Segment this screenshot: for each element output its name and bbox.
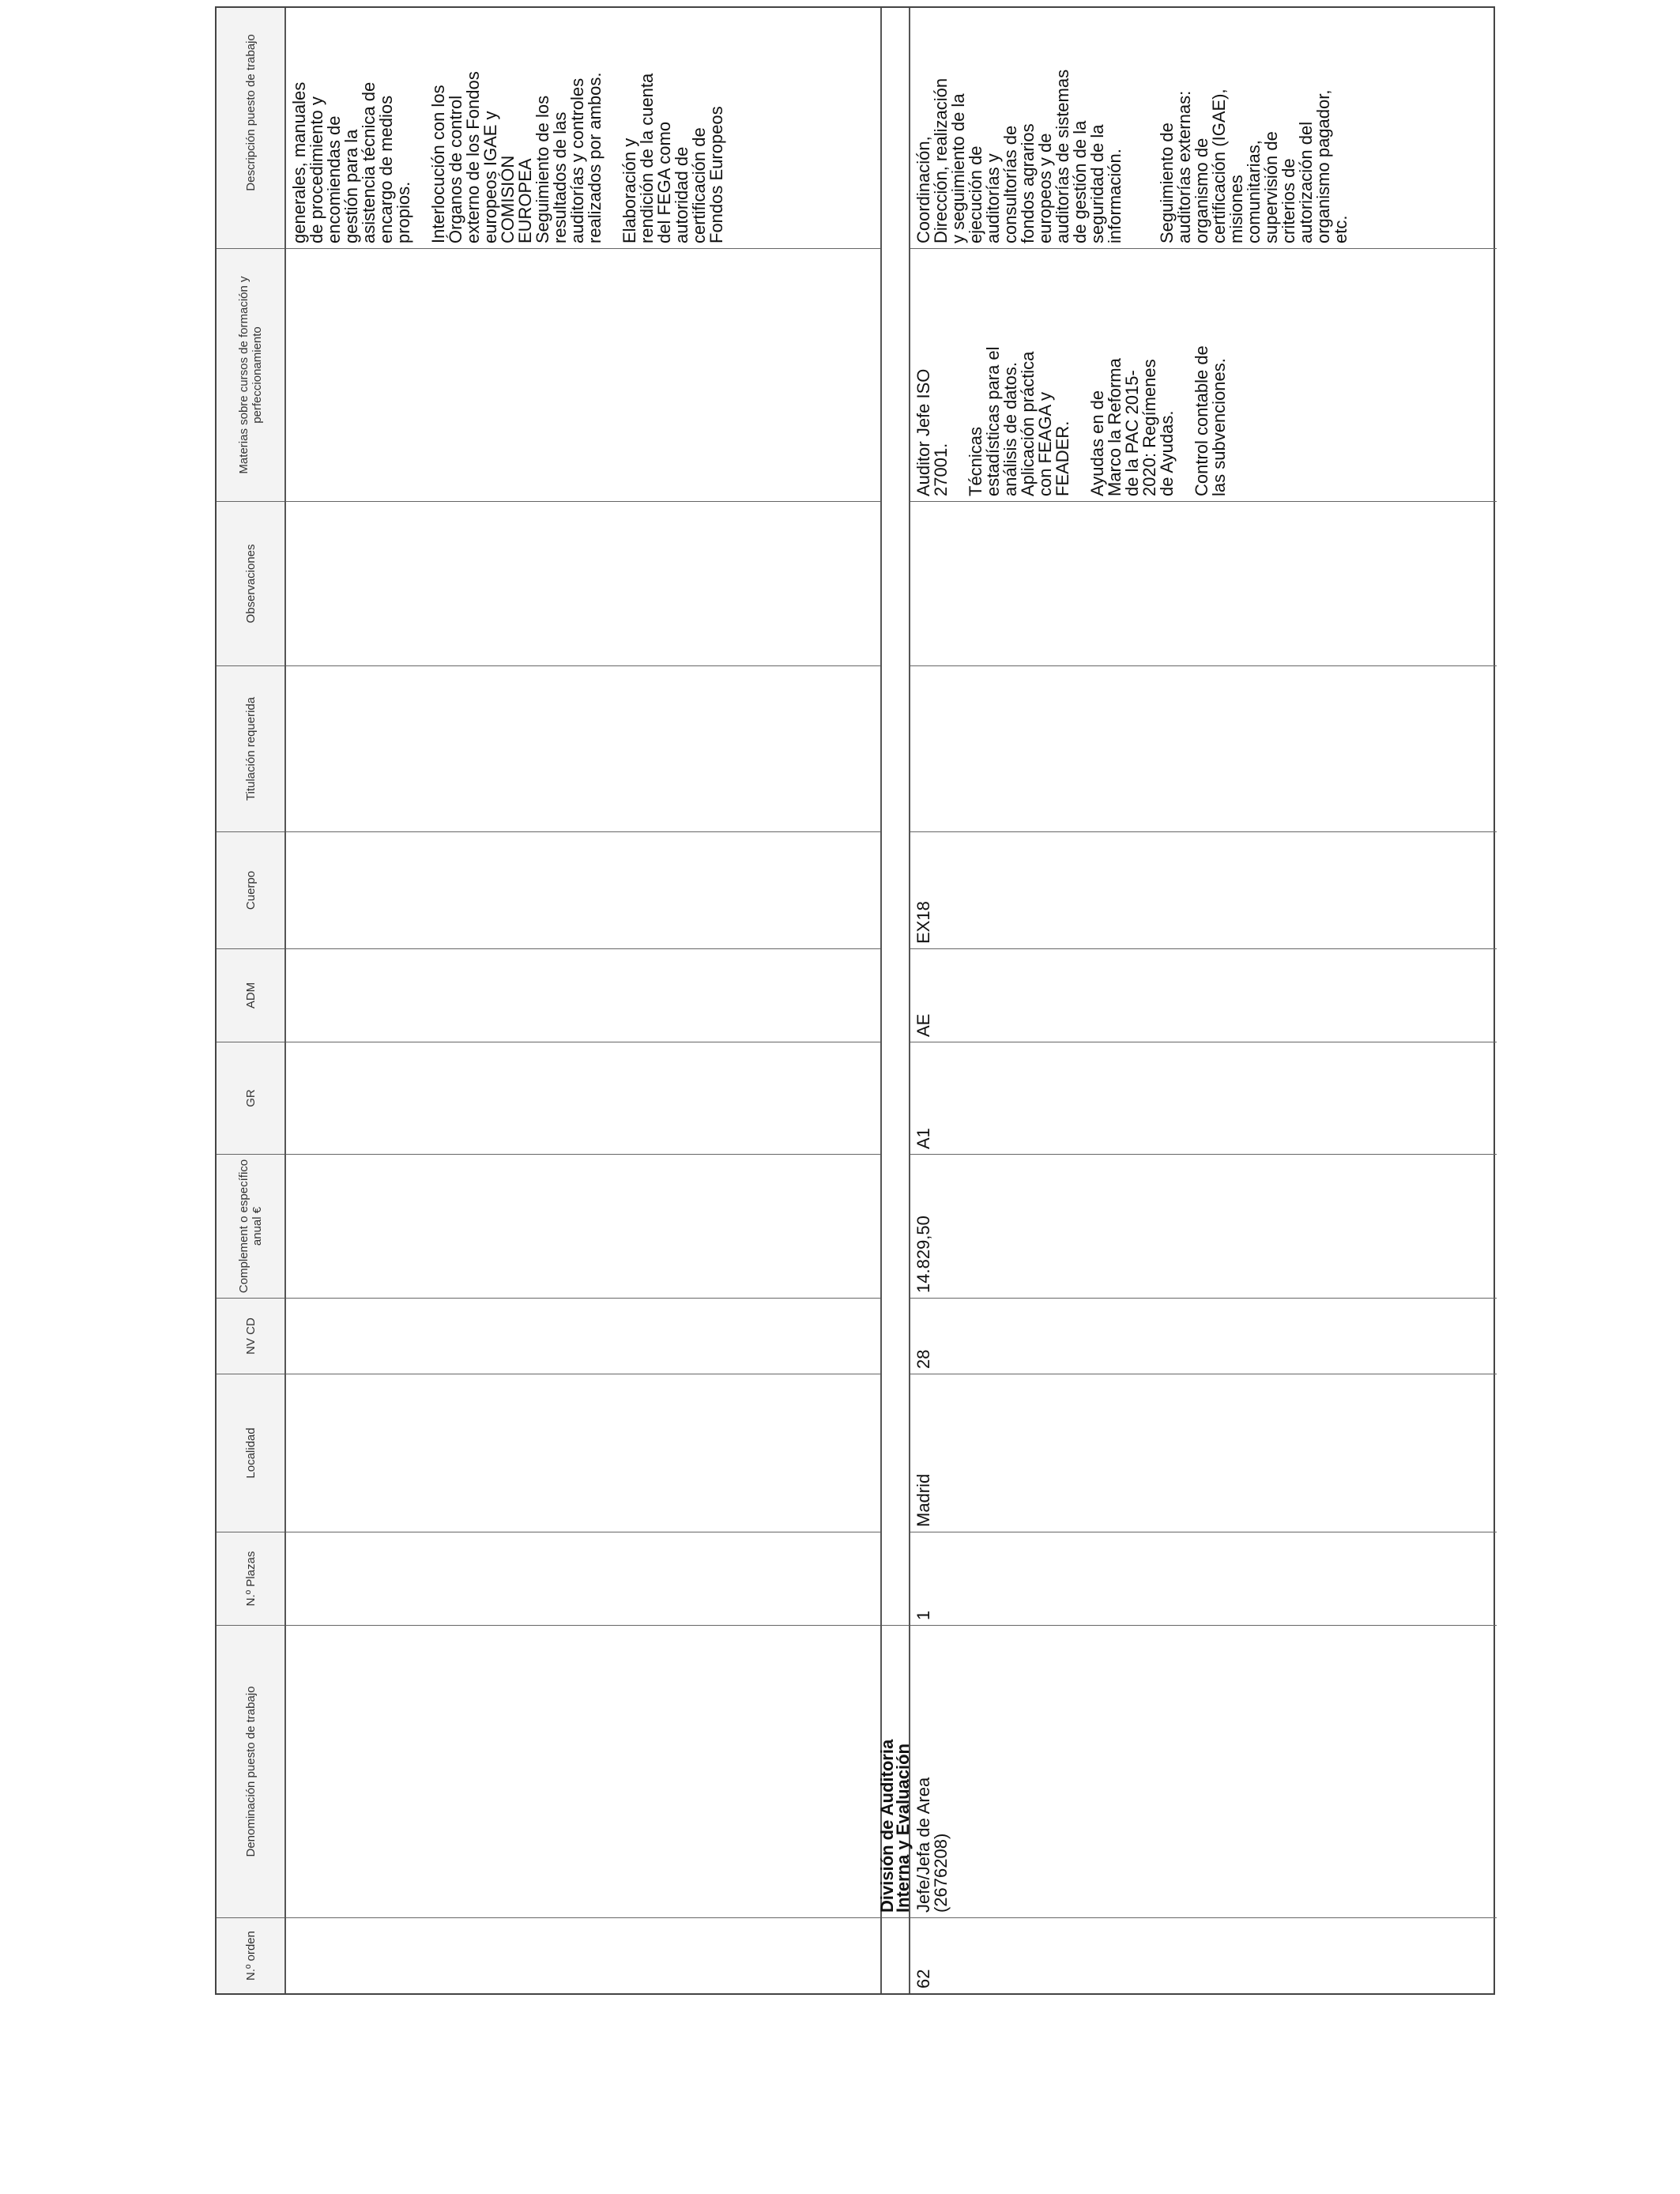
cell-adm: AE [910,948,1497,1042]
cell-nvcd [286,1298,880,1374]
text-line: Órganos de control [446,95,465,243]
text-line: resultados de las [550,111,570,243]
text-line: de procedimiento y [307,96,326,243]
text-line: externo de los Fondos [463,71,483,243]
cell-cuerpo [286,831,880,948]
cell-materias [286,248,880,501]
line-gap [604,0,621,243]
text-line: y seguimiento de la [948,93,968,243]
text-line: información. [1105,149,1124,243]
cell-gr: A1 [910,1042,1497,1154]
cell-titulacion [910,665,1497,831]
text-line: etc. [1331,215,1350,243]
cell-complemento [286,1154,880,1298]
text-line: comunitarias, [1244,140,1264,243]
table-row-division [877,8,913,1993]
text-line: EUROPEA [515,158,535,243]
cell-cuerpo: EX18 [910,831,1497,948]
cell-gr [286,1042,880,1154]
table-header-row [217,8,286,1993]
text-line: COMISIÓN [498,155,518,243]
header-titulacion: Titulación requerida [217,665,284,831]
text-line: Fondos Europeos [706,106,726,243]
text-line: gestión para la [341,129,361,243]
text-line: supervisión de [1261,131,1281,243]
text-line: de Ayudas. [1157,410,1177,496]
text-line: generales, manuales [289,81,309,243]
division-title [877,1625,913,1917]
text-line: Ayudas en de [1087,390,1107,496]
header-descripcion: Descripción puesto de trabajo [217,0,284,248]
text-line: ejecución de [966,145,985,243]
text-line: europeos IGAE y [480,111,500,243]
header-gr: GR [217,1042,284,1154]
cell-adm [286,948,880,1042]
text-line: europeos y de [1035,133,1055,243]
text-line: auditorías externas: [1174,90,1194,243]
text-line: certificación de [689,127,709,243]
text-line: las subvenciones. [1209,358,1229,496]
cell-orden: 62 [910,1917,1497,1993]
cell-plazas: 1 [910,1532,1497,1625]
cell-titulacion [286,665,880,831]
text-line: propios. [394,181,413,243]
cell-denominacion [286,1625,880,1917]
line-gap [1072,254,1089,496]
cell-denominacion [910,1625,1497,1917]
cell-observaciones [286,501,880,665]
text-line: Interlocución con los [428,85,448,243]
text-line: Control contable de [1192,345,1211,496]
text-line: Aplicación práctica [1018,351,1038,496]
text-line: organismo pagador, [1313,89,1333,243]
text-line: Seguimiento de los [533,95,552,243]
cell-orden [882,1917,909,1993]
line-gap [412,0,430,243]
text-line: 2020: Regímenes [1139,359,1159,496]
text-line: certificación (IGAE), [1209,89,1229,243]
header-materias: Materias sobre cursos de formación y perfeccionamiento [217,248,284,501]
header-localidad: Localidad [217,1374,284,1532]
cell-localidad [286,1374,880,1532]
text-line: con FEAGA y [1035,391,1055,496]
cell-plazas [286,1532,880,1625]
cell-orden [286,1917,880,1993]
text-line: seguridad de la [1087,124,1107,243]
text-line: organismo de [1192,138,1211,243]
table-row [910,8,1497,1993]
line-gap [1141,0,1158,243]
table-row-continuation [286,8,880,1993]
cell-descripcion-continuation [286,0,880,248]
text-line: misiones [1226,175,1246,243]
text-line: autoridad de [672,146,691,243]
text-line: auditorías y [983,153,1003,243]
text-line: realizados por ambos. [585,72,605,243]
denominacion-line2: (2676208) [931,1833,951,1913]
text-line: encomiendas de [324,115,344,243]
cell-localidad: Madrid [910,1374,1497,1532]
text-line: del FEGA como [654,121,674,243]
denominacion-line1: Jefe/Jefa de Area [913,1777,933,1913]
text-line: análisis de datos. [1000,362,1020,496]
text-line: consultorías de [1000,125,1020,243]
text-line: fondos agrarios [1018,123,1038,243]
text-line: encargo de medios [376,95,396,243]
header-nvcd: NV CD [217,1298,284,1374]
cell-complemento: 14.829,50 [910,1154,1497,1298]
text-line: estadísticas para el [983,346,1003,496]
text-line: autorización del [1296,121,1316,243]
text-line: Seguimiento de [1157,123,1177,243]
header-orden: N.º orden [217,1917,284,1993]
text-line: Coordinación, [913,136,933,243]
text-line: FEADER. [1053,420,1072,496]
text-line: rendición de la cuenta [637,73,657,243]
text-line: Técnicas [966,426,985,496]
header-complemento: Complement o específico anual € [217,1154,284,1298]
cell-materias [910,248,1497,501]
text-line: Auditor Jefe ISO [913,368,933,496]
text-line: auditorías y controles [567,77,587,243]
division-title-line1: División de Auditoria [877,1739,897,1913]
job-positions-table [215,6,1495,1995]
text-line: Dirección, realización [931,77,951,243]
text-line: de la PAC 2015- [1122,370,1142,496]
header-adm: ADM [217,948,284,1042]
line-gap [1176,254,1193,496]
text-line: auditorías de sistemas [1053,69,1072,243]
text-line: Marco la Reforma [1105,358,1124,496]
cell-descripcion [910,0,1497,248]
cell-observaciones [910,501,1497,665]
division-spacer [882,0,909,1625]
cell-nvcd: 28 [910,1298,1497,1374]
division-title-line2: Interna y Evaluación [893,1744,913,1913]
header-denominacion: Denominación puesto de trabajo [217,1625,284,1917]
line-gap [950,254,967,496]
text-line: 27001. [931,443,951,496]
text-line: criterios de [1279,158,1298,243]
header-observaciones: Observaciones [217,501,284,665]
header-cuerpo: Cuerpo [217,831,284,948]
text-line: Elaboración y [620,138,639,243]
line-gap [1124,0,1141,243]
header-plazas: N.º Plazas [217,1532,284,1625]
text-line: de gestión de la [1070,120,1090,243]
text-line: asistencia técnica de [359,81,379,243]
